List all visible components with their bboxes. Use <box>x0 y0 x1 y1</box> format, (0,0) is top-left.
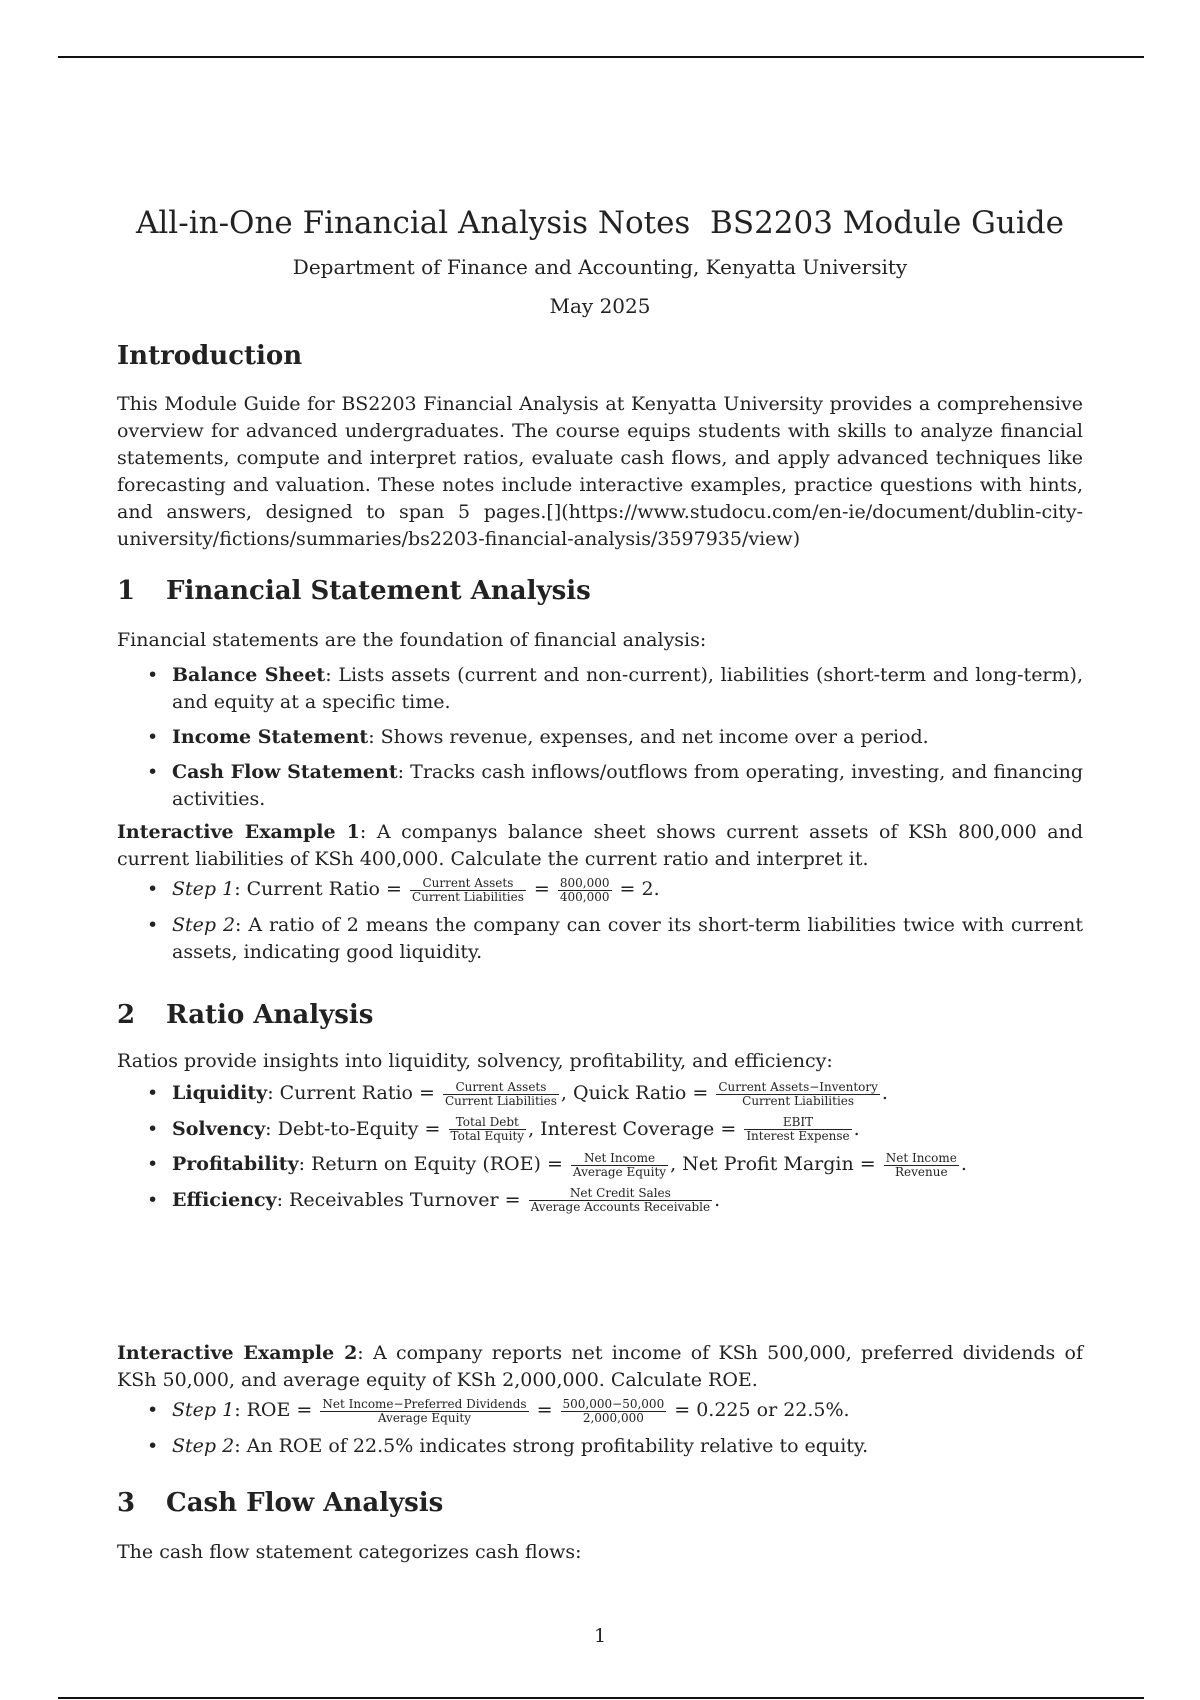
intro-paragraph: This Module Guide for BS2203 Financial Analysis at Kenyatta University provides a comprehensive overview for advanced undergraduates. The course equips students with skills to analyze financial statements, compute and interpret ratios, evaluate cash flows, and apply advanced techniques like forecasting and valuation. These notes include interactive examples, practice questions with hints, and answers, designed to span 5 pages.[](https://www.studocu.com/en-ie/document/dublin-city-university/fictions/summaries/bs2203-financial-analysis/3597935/view) <box>117 393 1083 550</box>
example-1-steps <box>117 876 1083 966</box>
fraction: $\frac{800,000}{400,000}$ <box>559 875 610 904</box>
top-rule <box>58 56 1144 58</box>
section-1-heading: 1 Financial Statement Analysis <box>117 576 591 606</box>
ratio-list <box>117 1080 1083 1214</box>
section-3-lead: The cash flow statement categorizes cash flows: <box>117 1541 582 1563</box>
document-title: All-in-One Financial Analysis Notes BS2203 Module Guide <box>136 205 1064 241</box>
page-number: 1 <box>593 1625 607 1647</box>
list-item: • Income Statement: Shows revenue, expenses, and net income over a period. <box>117 724 1083 751</box>
department-line: Department of Finance and Accounting, Kenyatta University <box>292 255 908 279</box>
bottom-rule <box>58 1697 1144 1699</box>
document-date: May 2025 <box>549 294 651 318</box>
statement-list <box>117 662 1083 813</box>
intro-heading: Introduction <box>117 341 303 371</box>
fraction: $\frac{\text{Current Assets}}{\text{Current Liabilities}}$ <box>411 875 524 904</box>
fraction: $\frac{500,000-50,000}{2,000,000}$ <box>562 1396 665 1425</box>
fraction: $\frac{\text{Current Assets−Inventory}}{\text{Current Liabilities}}$ <box>718 1079 878 1108</box>
fraction: $\frac{\text{Net Income−Preferred Dividends}}{\text{Average Equity}}$ <box>322 1396 527 1425</box>
fraction: $\frac{\text{Current Assets}}{\text{Current Liabilities}}$ <box>444 1079 557 1108</box>
fraction: $\frac{\text{Net Credit Sales}}{\text{Average Accounts Receivable}}$ <box>530 1186 711 1214</box>
fraction: $\frac{\text{Total Debt}}{\text{Total Equity}}$ <box>450 1115 525 1143</box>
list-item: • Solvency: Debt-to-Equity = $\frac{\text{Total Debt}}{\text{Total Equity}}$ , Interest Coverage = $\frac{\text{EBIT}}{\text{Interest Expense}}$ . <box>117 1116 1083 1144</box>
step-item: • Step 2: A ratio of 2 means the company can cover its short-term liabilities twice with current assets, indicating good liquidity. <box>117 912 1083 966</box>
step-item: • Step 2: An ROE of 22.5% indicates strong profitability relative to equity. <box>117 1433 1083 1460</box>
list-item: • Cash Flow Statement: Tracks cash inflows/outflows from operating, investing, and financing activities. <box>117 759 1083 813</box>
list-item: • Profitability: Return on Equity (ROE) = $\frac{\text{Net Income}}{\text{Average Equity}}$ , Net Profit Margin = $\frac{\text{Net Income}}{\text{Revenue}}$ . <box>117 1151 1083 1179</box>
list-item: • Efficiency: Receivables Turnover = $\frac{\text{Net Credit Sales}}{\text{Average Accounts Receivable}}$ . <box>117 1187 1083 1215</box>
step-item: • Step 1: Current Ratio = $\frac{\text{Current Assets}}{\text{Current Liabilities}}$ = $\frac{800,000}{400,000}$ = 2. <box>117 876 1083 904</box>
example-2: Interactive Example 2: A company reports net income of KSh 500,000, preferred dividends of KSh 50,000, and average equity of KSh 2,000,000. Calculate ROE. <box>117 1342 1083 1391</box>
fraction: $\frac{\text{EBIT}}{\text{Interest Expense}}$ <box>746 1115 850 1143</box>
section-3-heading: 3 Cash Flow Analysis <box>117 1488 444 1518</box>
step-item: • Step 1: ROE = $\frac{\text{Net Income−Preferred Dividends}}{\text{Average Equity}}$ = $\frac{500,000-50,000}{2,000,000}$ = 0.225 or 22.5%. <box>117 1397 1083 1425</box>
example-1: Interactive Example 1: A companys balance sheet shows current assets of KSh 800,000 and current liabilities of KSh 400,000. Calculate the current ratio and interpret it. <box>117 821 1083 870</box>
example-2-steps <box>117 1397 1083 1460</box>
fraction: $\frac{\text{Net Income}}{\text{Revenue}}$ <box>885 1150 957 1179</box>
section-2-heading: 2 Ratio Analysis <box>117 1000 374 1030</box>
section-2-lead: Ratios provide insights into liquidity, solvency, profitability, and efficiency: <box>117 1050 833 1072</box>
fraction: $\frac{\text{Net Income}}{\text{Average Equity}}$ <box>572 1150 667 1179</box>
list-item: • Balance Sheet: Lists assets (current and non-current), liabilities (short-term and long-term), and equity at a specific time. <box>117 662 1083 716</box>
section-1-lead: Financial statements are the foundation of financial analysis: <box>117 629 707 651</box>
list-item: • Liquidity: Current Ratio = $\frac{\text{Current Assets}}{\text{Current Liabilities}}$ , Quick Ratio = $\frac{\text{Current Assets−Inventory}}{\text{Current Liabilities}}$ . <box>117 1080 1083 1108</box>
